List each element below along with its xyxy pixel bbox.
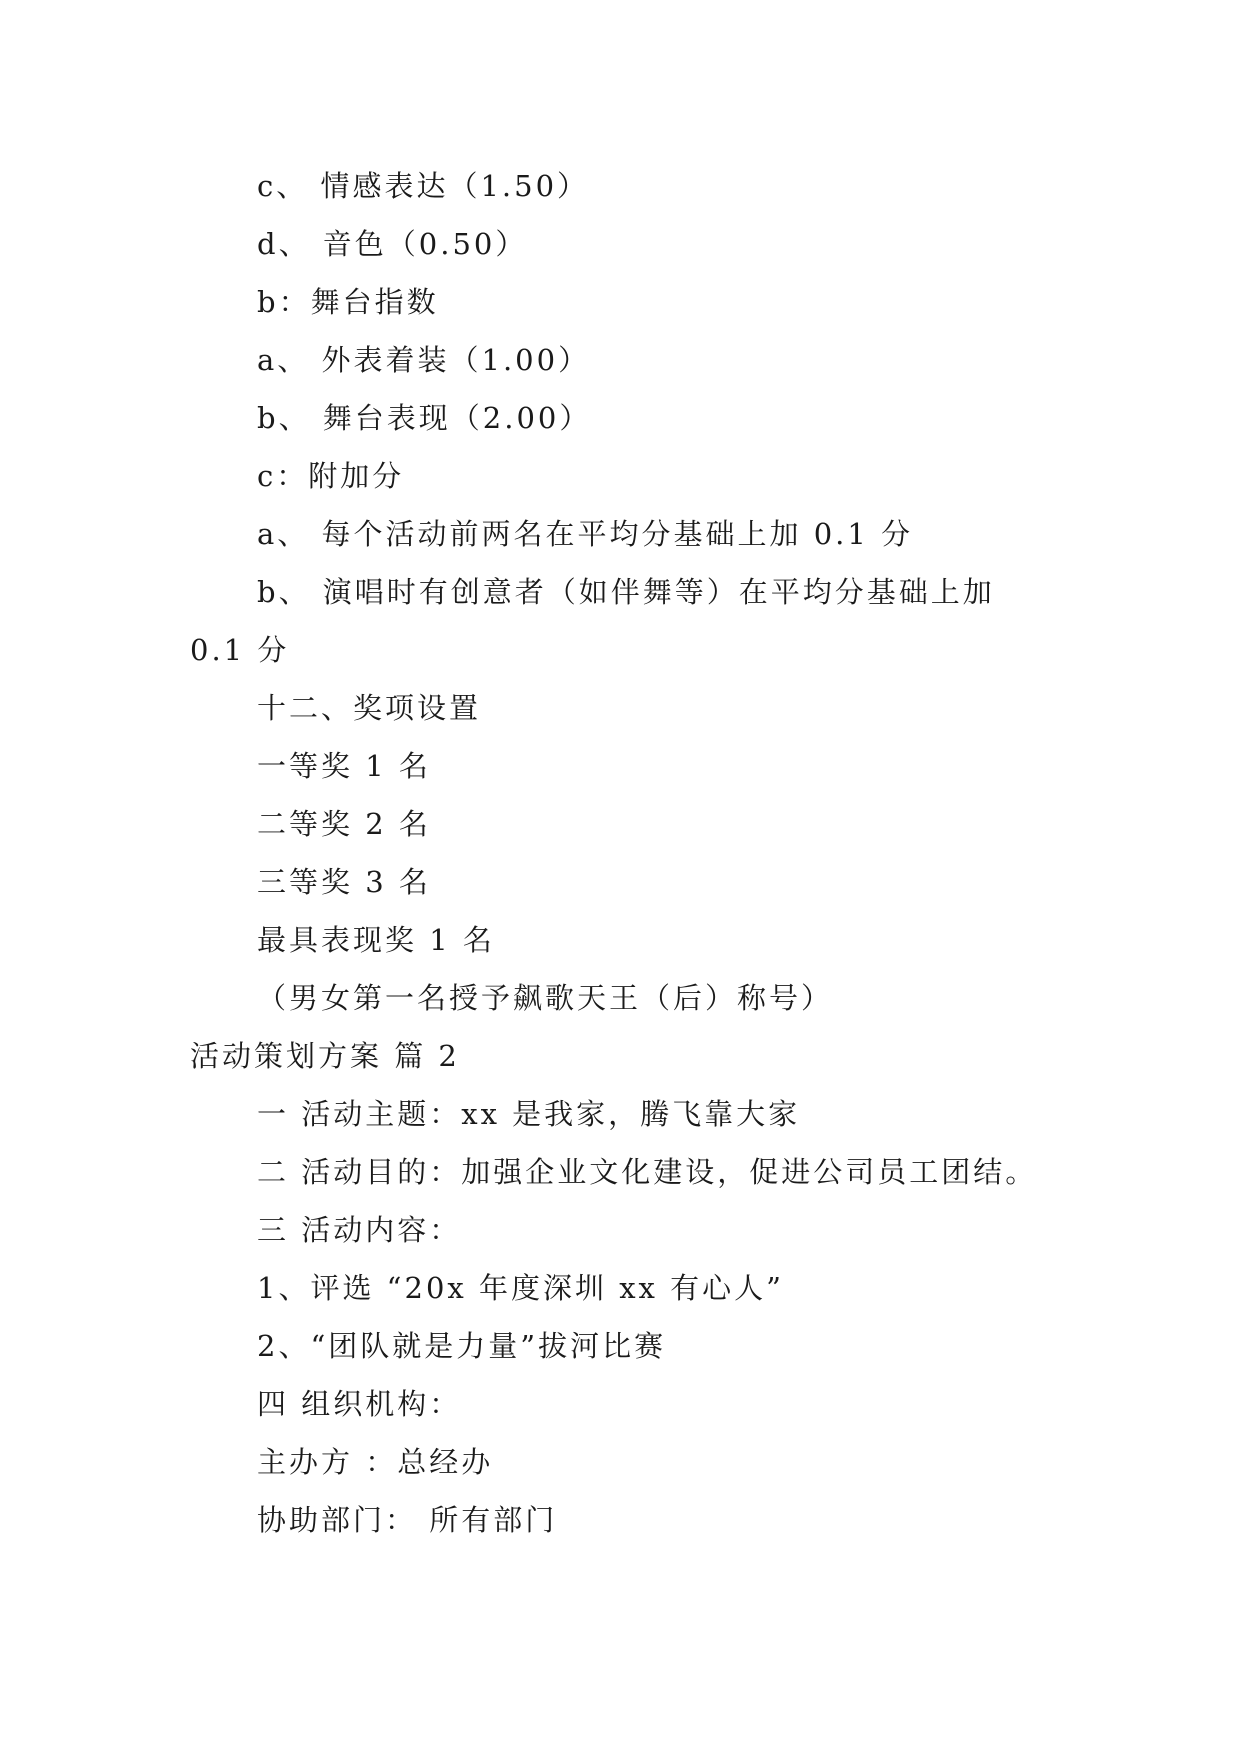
assisting-departments: 协助部门： 所有部门: [257, 1503, 558, 1537]
award-best-performance: 最具表现奖 1 名: [257, 923, 495, 957]
score-item-emotion: c、 情感表达（1.50）: [257, 169, 590, 203]
award-first: 一等奖 1 名: [257, 749, 431, 783]
score-item-timbre: d、 音色（0.50）: [257, 227, 528, 261]
organizer: 主办方 ：总经办: [257, 1445, 494, 1479]
section-stage-index: b：舞台指数: [257, 285, 439, 319]
activity-purpose: 二 活动目的：加强企业文化建设，促进公司员工团结。: [257, 1155, 1038, 1189]
plan-title: 活动策划方案 篇 2: [190, 1039, 460, 1073]
activity-content-heading: 三 活动内容：: [257, 1213, 462, 1247]
organization-heading: 四 组织机构：: [257, 1387, 462, 1421]
bonus-item-top-two: a、 每个活动前两名在平均分基础上加 0.1 分: [257, 517, 914, 551]
section-bonus: c：附加分: [257, 459, 405, 493]
activity-theme: 一 活动主题：xx 是我家，腾飞靠大家: [257, 1097, 801, 1131]
award-second: 二等奖 2 名: [257, 807, 431, 841]
bonus-item-creative: b、 演唱时有创意者（如伴舞等）在平均分基础上加: [257, 575, 995, 609]
content-item-selection: 1、评选 “20x 年度深圳 xx 有心人”: [257, 1271, 784, 1305]
bonus-item-creative-cont: 0.1 分: [190, 633, 290, 667]
award-title-note: （男女第一名授予飙歌天王（后）称号）: [257, 981, 834, 1015]
content-item-tug-of-war: 2、“团队就是力量”拔河比赛: [257, 1329, 667, 1363]
section-awards-heading: 十二、奖项设置: [257, 691, 482, 725]
score-item-performance: b、 舞台表现（2.00）: [257, 401, 592, 435]
award-third: 三等奖 3 名: [257, 865, 431, 899]
score-item-appearance: a、 外表着装（1.00）: [257, 343, 591, 377]
